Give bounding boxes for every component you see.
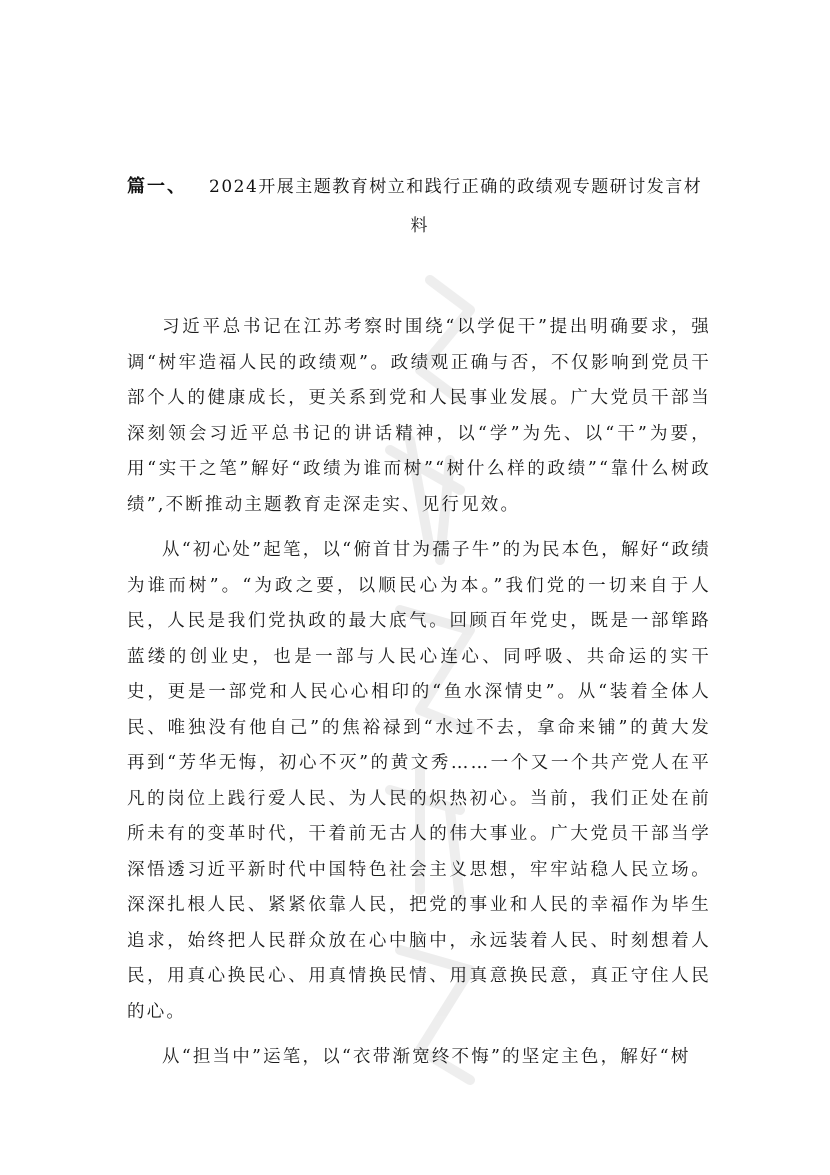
title-label: 篇一、: [127, 176, 187, 197]
document-body: [127, 310, 711, 1076]
paragraph-1: 习近平总书记在江苏考察时围绕“以学促干”提出明确要求，强调“树牢造福人民的政绩观”。政绩观正确与否，不仅影响到党员干部个人的健康成长，更关系到党和人民事业发展。广大党员干部当深刻领会习近平总书记的讲话精神，以“学”为先、以“干”为要，用“实干之笔”解好“政绩为谁而树”“树什么样的政绩”“靠什么树政绩”,不断推动主题教育走深走实、见行见效。: [127, 317, 711, 515]
document-title: [127, 160, 711, 214]
title-text: 2024开展主题教育树立和践行正确的政绩观专题研讨发言材: [209, 177, 703, 197]
paragraph-3: 从“担当中”运笔，以“衣带渐宽终不悔”的坚定主色，解好“树: [162, 1047, 691, 1067]
document-page: [127, 0, 711, 1086]
title-continuation: 料: [410, 216, 428, 236]
paragraph-2: 从“初心处”起笔，以“俯首甘为孺子牛”的为民本色，解好“政绩为谁而树”。“为政之要，以顺民心为本。”我们党的一切来自于人民，人民是我们党执政的最大底气。回顾百年党史，既是一部筚路蓝缕的创业史，也是一部与人民心连心、同呼吸、共命运的实干史，更是一部党和人民心心相印的“鱼水深情史”。从“装着全体人民、唯独没有他自己”的焦裕禄到“水过不去，拿命来铺”的黄大发再到“芳华无悔，初心不灭”的黄文秀……一个又一个共产党人在平凡的岗位上践行爱人民、为人民的炽热初心。当前，我们正处在前所未有的变革时代，干着前无古人的伟大事业。广大党员干部当学深悟透习近平新时代中国特色社会主义思想，牢牢站稳人民立场。深深扎根人民、紧紧依靠人民，把党的事业和人民的幸福作为毕生追求，始终把人民群众放在心中脑中，永远装着人民、时刻想着人民，用真心换民心、用真情换民情、用真意换民意，真正守住人民的心。: [127, 540, 711, 1022]
